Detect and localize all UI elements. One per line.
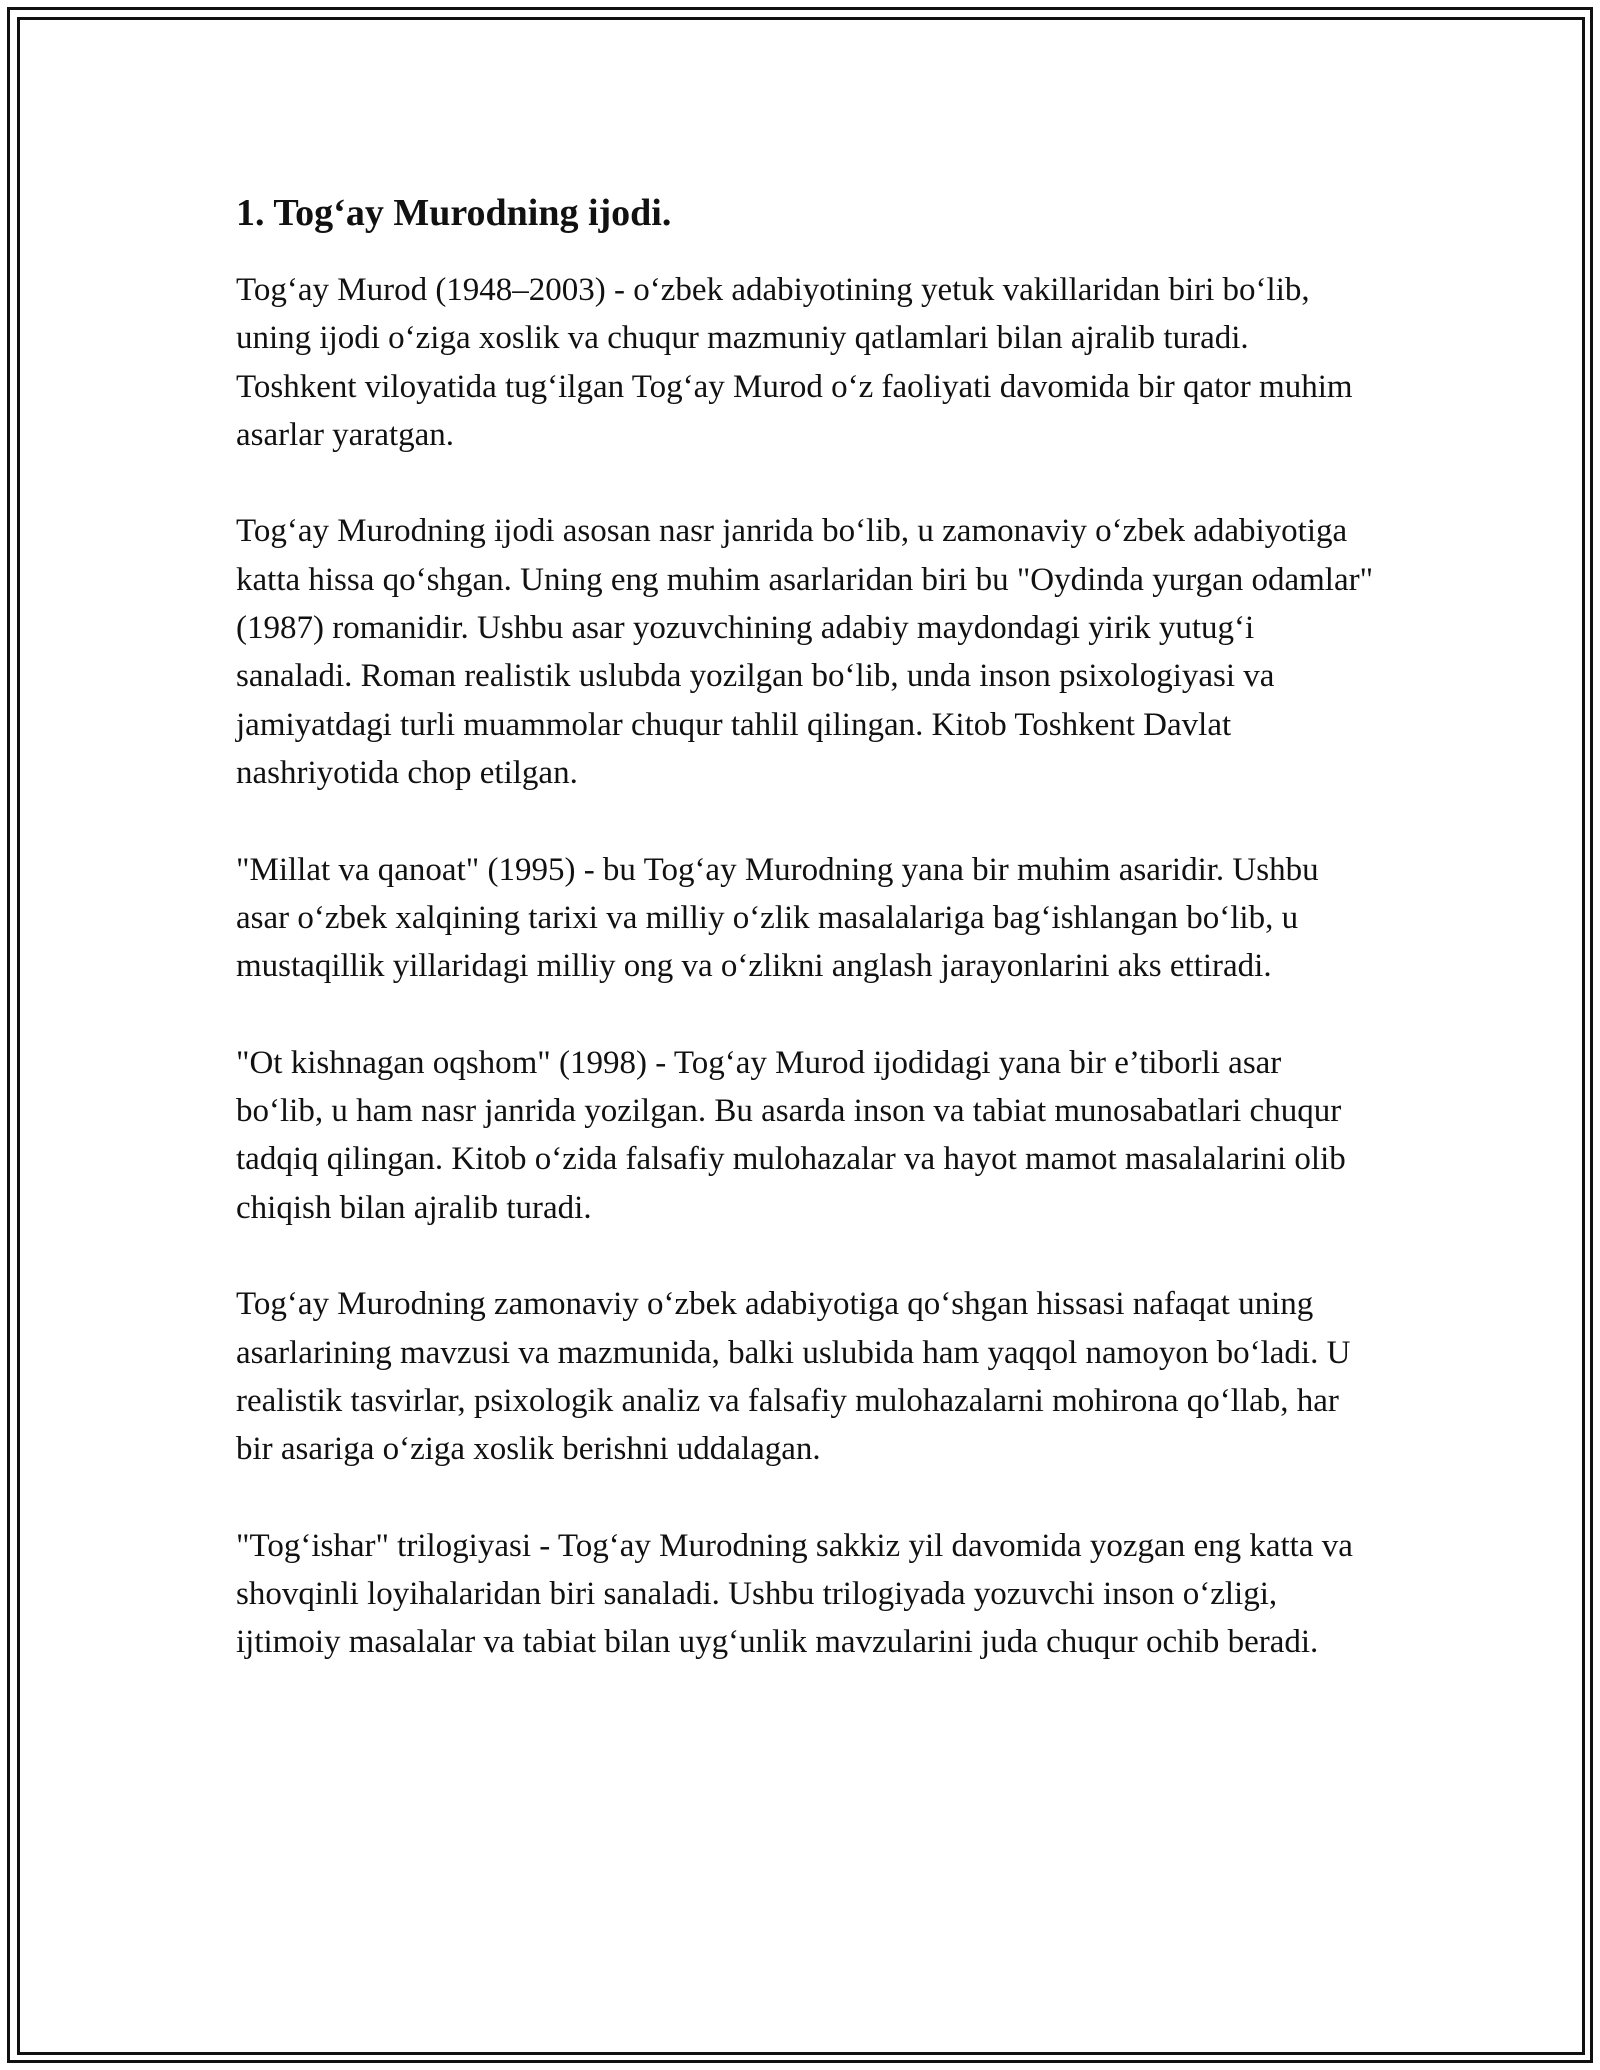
document-body bbox=[236, 186, 1376, 1715]
paragraph-intro: Tog‘ay Murod (1948–2003) - o‘zbek adabiyotining yetuk vakillaridan biri bo‘lib, uning ijodi o‘ziga xoslik va chuqur mazmuniy qatlamlari bilan ajralib turadi. Toshkent viloyatida tug‘ilgan Tog‘ay Murod o‘z faoliyati davomida bir qator muhim asarlar yaratgan. bbox=[236, 272, 1353, 453]
paragraph-millat: "Millat va qanoat" (1995) - bu Tog‘ay Murodning yana bir muhim asaridir. Ushbu asar o‘zbek xalqining tarixi va milliy o‘zlik masalalariga bag‘ishlangan bo‘lib, u mustaqillik yillaridagi milliy ong va o‘zlikni anglash jarayonlarini aks ettiradi. bbox=[236, 851, 1319, 985]
paragraph-togishar: "Tog‘ishar" trilogiyasi - Tog‘ay Murodning sakkiz yil davomida yozgan eng katta va shovqinli loyihalaridan biri sanaladi. Ushbu trilogiyada yozuvchi inson o‘zligi, ijtimoiy masalalar va tabiat bilan uyg‘unlik mavzularini juda chuqur ochib beradi. bbox=[236, 1527, 1353, 1661]
paragraph-contribution: Tog‘ay Murodning zamonaviy o‘zbek adabiyotiga qo‘shgan hissasi nafaqat uning asarlarining mavzusi va mazmunida, balki uslubida ham yaqqol namoyon bo‘ladi. U realistik tasvirlar, psixologik analiz va falsafiy mulohazalarni mohirona qo‘llab, har bir asariga o‘ziga xoslik berishni uddalagan. bbox=[236, 1286, 1351, 1468]
paragraph-ot-kishnagan: "Ot kishnagan oqshom" (1998) - Tog‘ay Murod ijodidagi yana bir e’tiborli asar bo‘lib, u ham nasr janrida yozilgan. Bu asarda inson va tabiat munosabatlari chuqur tadqiq qilingan. Kitob o‘zida falsafiy mulohazalar va hayot mamot masalalarini olib chiqish bilan ajralib turadi. bbox=[236, 1044, 1346, 1226]
section-heading: 1. Tog‘ay Murodning ijodi. bbox=[236, 192, 672, 234]
paragraph-oydinda: Tog‘ay Murodning ijodi asosan nasr janrida bo‘lib, u zamonaviy o‘zbek adabiyotiga katta hissa qo‘shgan. Uning eng muhim asarlaridan biri bu "Oydinda yurgan odamlar" (1987) romanidir. Ushbu asar yozuvchining adabiy maydondagi yirik yutug‘i sanaladi. Roman realistik uslubda yozilgan bo‘lib, unda inson psixologiyasi va jamiyatdagi turli muammolar chuqur tahlil qilingan. Kitob Toshkent Davlat nashriyotida chop etilgan. bbox=[236, 513, 1374, 791]
